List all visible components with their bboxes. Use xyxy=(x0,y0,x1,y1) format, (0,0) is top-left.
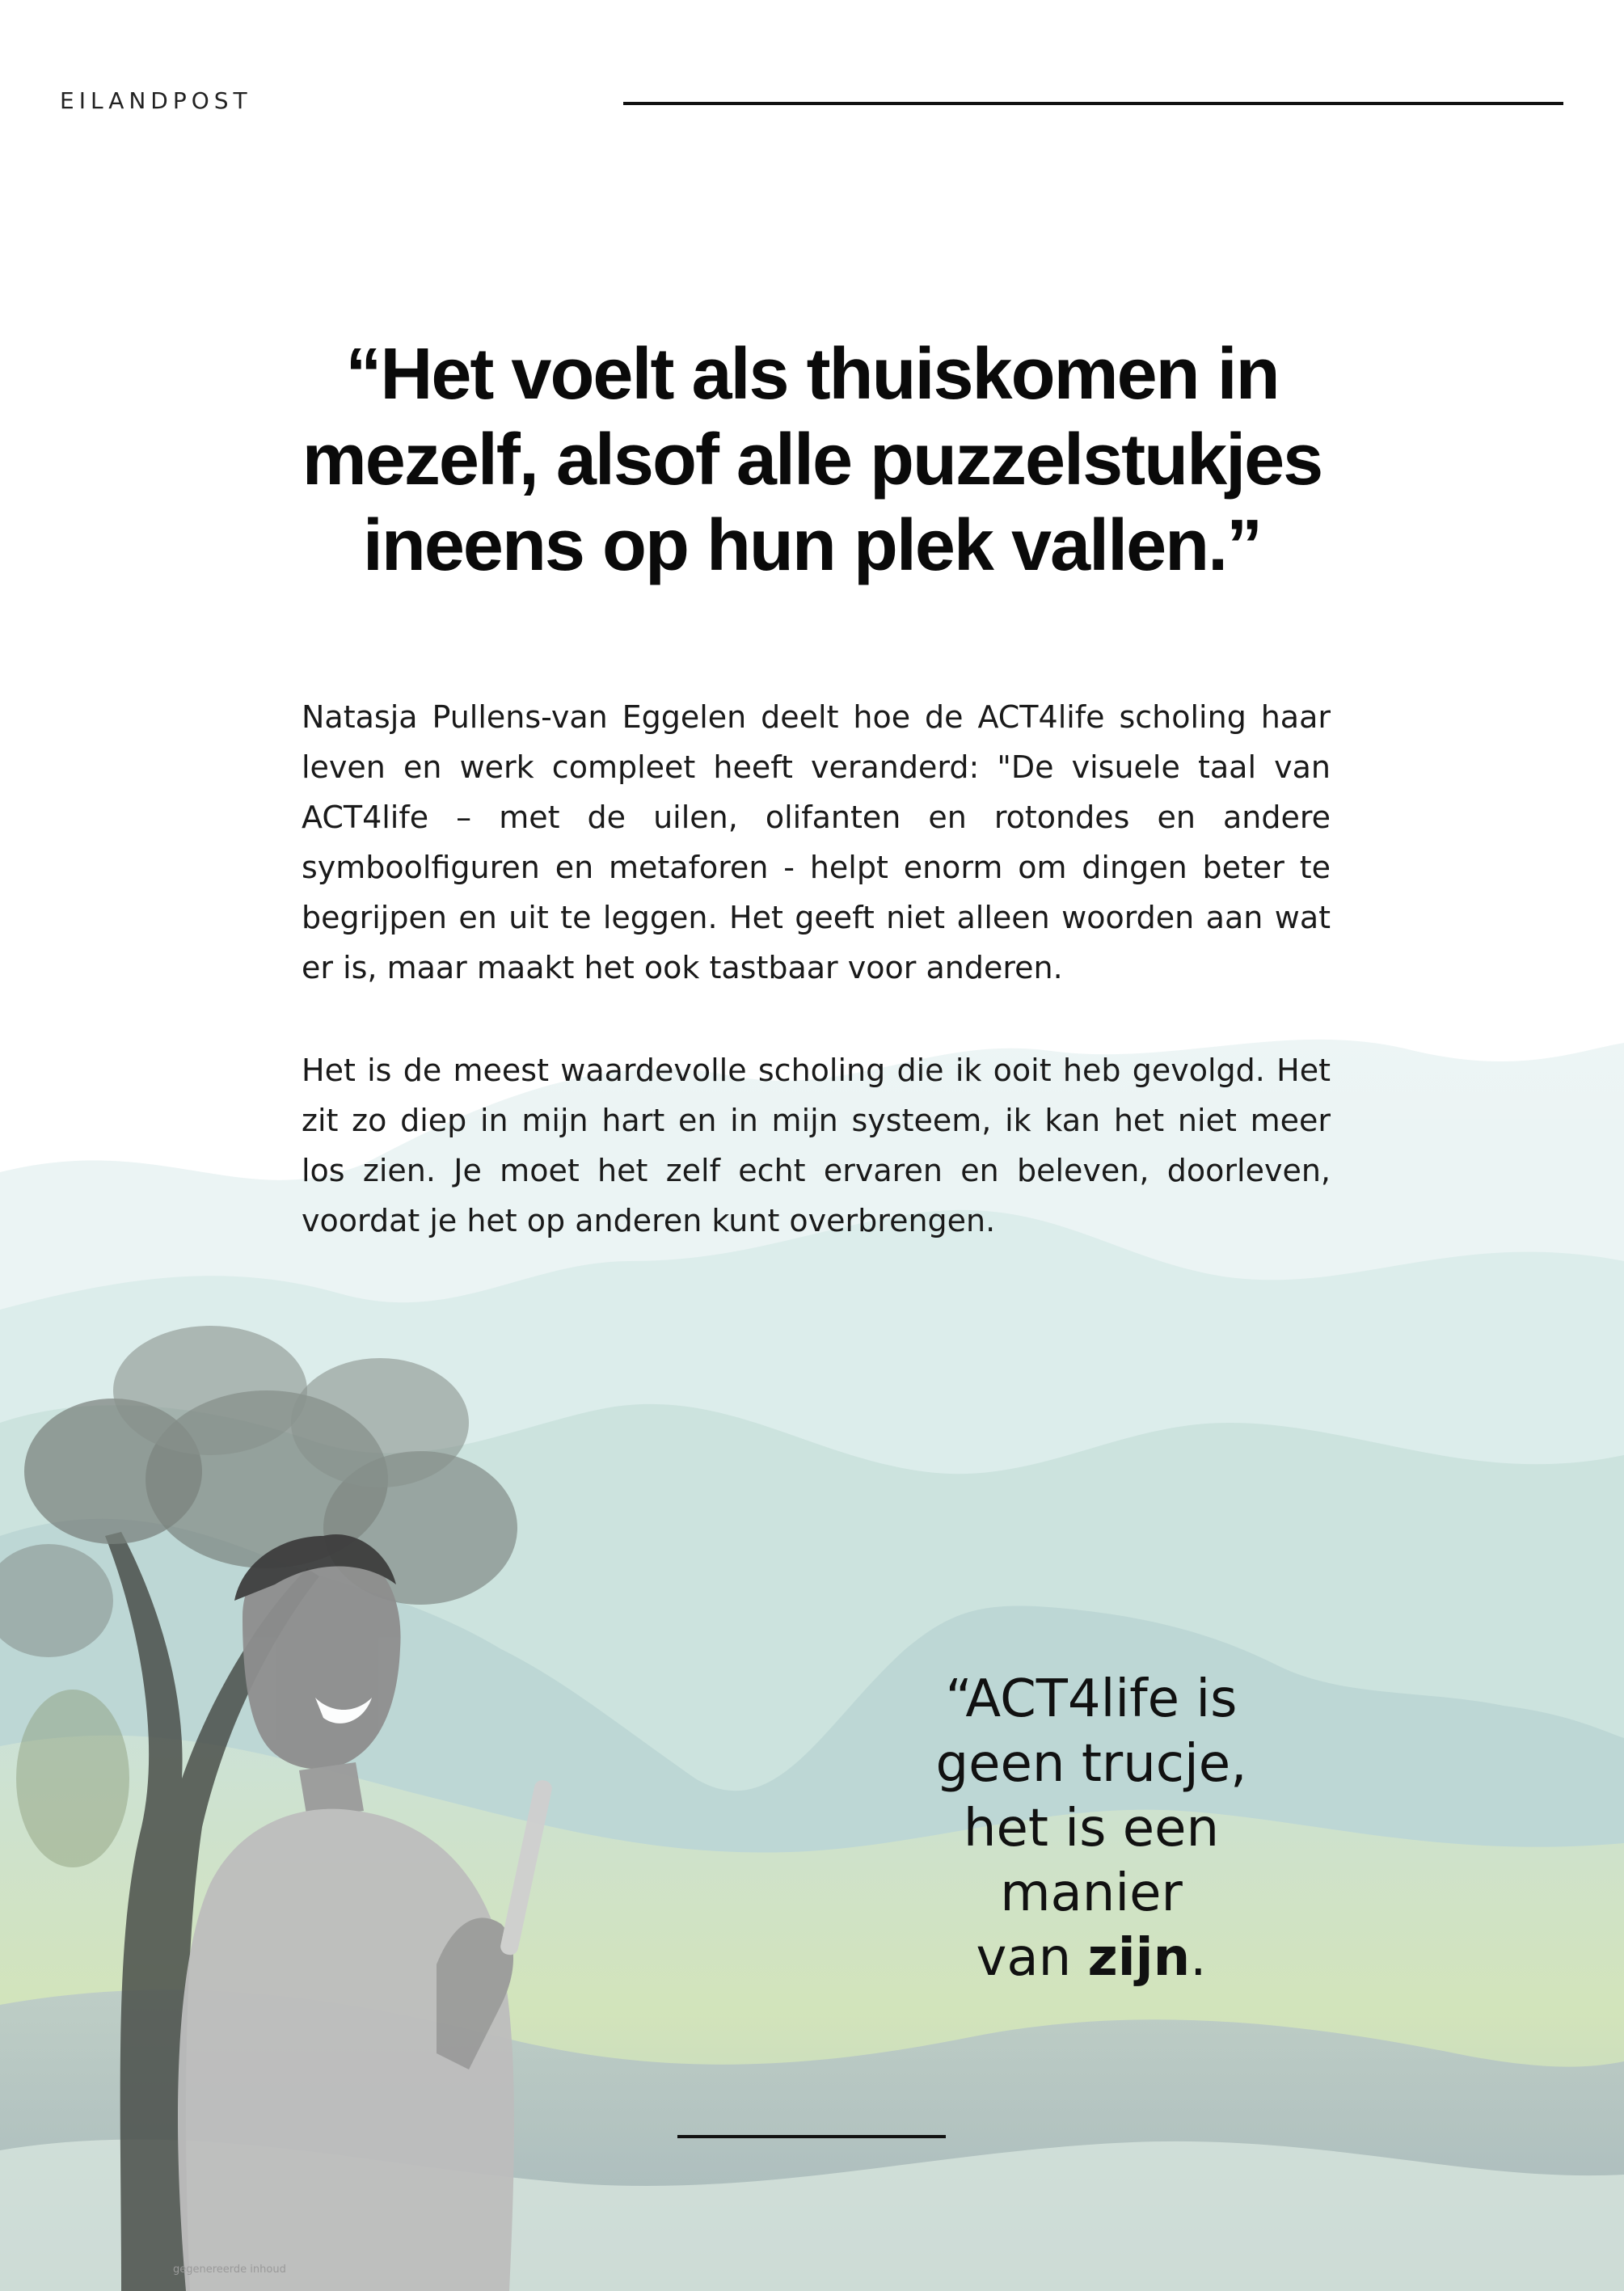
publication-name: EILANDPOST xyxy=(60,87,252,114)
photo-caption: gegenereerde inhoud xyxy=(173,2264,286,2276)
pull-quote-line: manier xyxy=(1000,1863,1183,1923)
body-paragraph: Het is de meest waardevolle scholing die ik ooit heb gevolgd. Het zit zo diep in mijn hart en in mijn systeem, ik kan het niet meer los zien. Je moet het zelf echt ervaren en beleven, doorleven, voordat je het op anderen kunt overbrengen. xyxy=(302,1053,1331,1238)
headline-line: “Het voelt als thuiskomen in xyxy=(345,334,1279,415)
pull-quote-suffix: . xyxy=(1190,1928,1207,1988)
pull-quote-line: geen trucje, xyxy=(935,1734,1247,1794)
pull-quote xyxy=(922,1667,1261,1990)
pull-quote-emphasis: zijn xyxy=(1087,1928,1191,1988)
headline-line: ineens op hun plek vallen.” xyxy=(362,505,1262,586)
pull-quote-line: het is een xyxy=(963,1799,1220,1859)
footer-rule xyxy=(677,2135,946,2138)
headline-line: mezelf, alsof alle puzzelstukjes xyxy=(302,420,1322,500)
pull-quote-prefix: van xyxy=(976,1928,1088,1988)
body-paragraph: Natasja Pullens-van Eggelen deelt hoe de ACT4life scholing haar leven en werk compleet heeft veranderd: "De visuele taal van ACT4life – met de uilen, olifanten en rotondes en andere symboolfiguren en metaforen - helpt enorm om dingen beter te begrijpen en uit te leggen. Het geeft niet alleen woorden aan wat er is, maar maakt het ook tastbaar voor anderen. xyxy=(302,699,1331,985)
pull-quote-line: “ACT4life is xyxy=(945,1669,1238,1729)
headline-quote xyxy=(243,331,1381,589)
pull-quote-line xyxy=(922,1926,1261,1990)
header-rule xyxy=(623,102,1563,105)
